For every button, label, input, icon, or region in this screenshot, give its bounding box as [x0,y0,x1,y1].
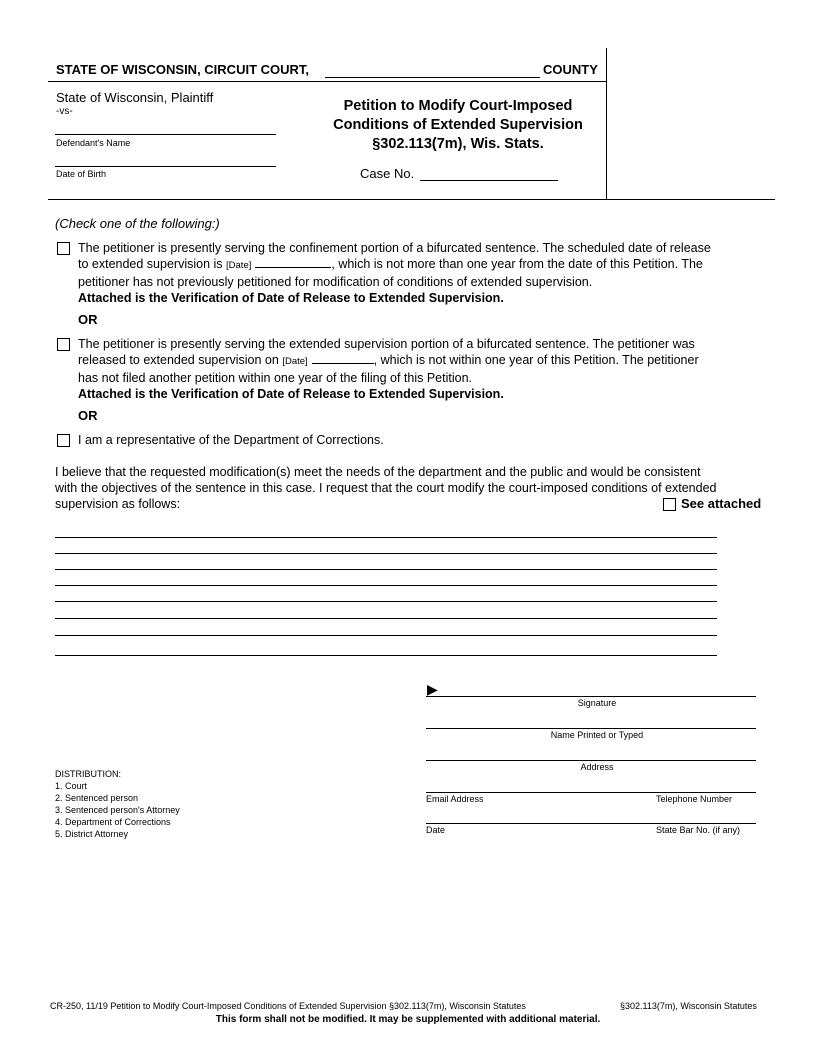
title-line1: Petition to Modify Court-Imposed [343,98,573,114]
signature-label: Signature [577,698,617,708]
header-bottom-rule [48,199,775,200]
title-line3: §302.113(7m), Wis. Stats. [372,136,544,152]
page-title [298,97,618,154]
option1-line4: Attached is the Verification of Date of Release to Extended Supervision. [78,291,504,305]
phone-label: Telephone Number [656,794,733,804]
plaintiff: State of Wisconsin, Plaintiff [56,90,214,105]
belief-line1: I believe that the requested modification(s) meet the needs of the department and the public and would be consistent [55,465,701,479]
bar-label: State Bar No. (if any) [656,825,741,835]
option2-line1: The petitioner is presently serving the extended supervision portion of a bifurcated sentence. The petitioner was [78,337,695,351]
option2-checkbox[interactable] [57,338,70,351]
option2-text [78,336,768,402]
name-line[interactable] [426,728,756,729]
case-no-label: Case No. [360,166,415,181]
vs-label: -vs- [56,106,73,117]
list-item: 5. District Attorney [55,829,129,839]
option3-text: I am a representative of the Department of Corrections. [78,433,384,447]
option2-line3: has not filed another petition within one year of the filing of this Petition. [78,371,472,385]
list-item: 2. Sentenced person [55,793,139,803]
email-label: Email Address [426,794,484,804]
email-phone-line[interactable] [426,792,756,793]
option1-date-blank[interactable] [255,256,331,268]
dob-label: Date of Birth [56,169,107,179]
writein-line[interactable] [55,585,717,586]
county-blank[interactable] [325,77,540,78]
address-line[interactable] [426,760,756,761]
writein-line[interactable] [55,601,717,602]
defendant-name-line[interactable] [55,134,276,135]
footer-statute: §302.113(7m), Wisconsin Statutes [620,1001,757,1011]
see-attached-label: See attached [681,496,762,511]
check-instruction: (Check one of the following:) [55,216,220,231]
list-item: 4. Department of Corrections [55,817,171,827]
name-label: Name Printed or Typed [550,730,644,740]
option1-text [78,240,768,306]
distribution-title: DISTRIBUTION: [55,769,122,779]
defendant-name-label: Defendant's Name [56,138,131,148]
option1-line2a: to extended supervision is [78,257,227,271]
writein-line[interactable] [55,635,717,636]
option1-checkbox[interactable] [57,242,70,255]
case-no-blank[interactable] [420,180,558,181]
writein-line[interactable] [55,553,717,554]
option2-date-hint: [Date] [282,356,308,367]
or-label-2: OR [78,408,98,423]
county-label: COUNTY [543,62,598,77]
option3-checkbox[interactable] [57,434,70,447]
address-label: Address [580,762,614,772]
option1-date-hint: [Date] [226,260,252,271]
footer-notice: This form shall not be modified. It may be supplemented with additional material. [215,1014,601,1025]
signature-arrow-icon: ▶ [427,681,438,697]
writein-line[interactable] [55,618,717,619]
distribution-list [55,768,180,840]
date-bar-line[interactable] [426,823,756,824]
list-item: 1. Court [55,781,88,791]
option2-line2a: released to extended supervision on [78,353,283,367]
see-attached-checkbox[interactable] [663,498,676,511]
list-item: 3. Sentenced person's Attorney [55,805,180,815]
option2-line2b: , which is not within one year of this Petition. The petitioner [373,353,699,367]
option1-line3: petitioner has not previously petitioned for modification of conditions of extended supervision. [78,275,593,289]
date-label: Date [426,825,446,835]
writein-line[interactable] [55,569,717,570]
header-top-rule [48,81,607,82]
option1-line1: The petitioner is presently serving the confinement portion of a bifurcated sentence. The scheduled date of release [78,241,711,255]
option2-date-blank[interactable] [312,352,374,364]
dob-line[interactable] [55,166,276,167]
court-line: STATE OF WISCONSIN, CIRCUIT COURT, [56,62,310,77]
signature-line[interactable] [426,696,756,697]
title-line2: Conditions of Extended Supervision [333,117,583,133]
belief-line3: supervision as follows: [55,497,181,511]
footer-form-id: CR-250, 11/19 Petition to Modify Court-Imposed Conditions of Extended Supervision §302.113(7m), Wisconsin Statutes [50,1001,526,1011]
belief-line2: with the objectives of the sentence in this case. I request that the court modify the court-imposed conditions of extended [55,481,717,495]
writein-line[interactable] [55,537,717,538]
writein-line[interactable] [55,655,717,656]
or-label-1: OR [78,312,98,327]
option1-line2b: , which is not more than one year from the date of this Petition. The [331,257,703,271]
option2-line4: Attached is the Verification of Date of Release to Extended Supervision. [78,387,504,401]
